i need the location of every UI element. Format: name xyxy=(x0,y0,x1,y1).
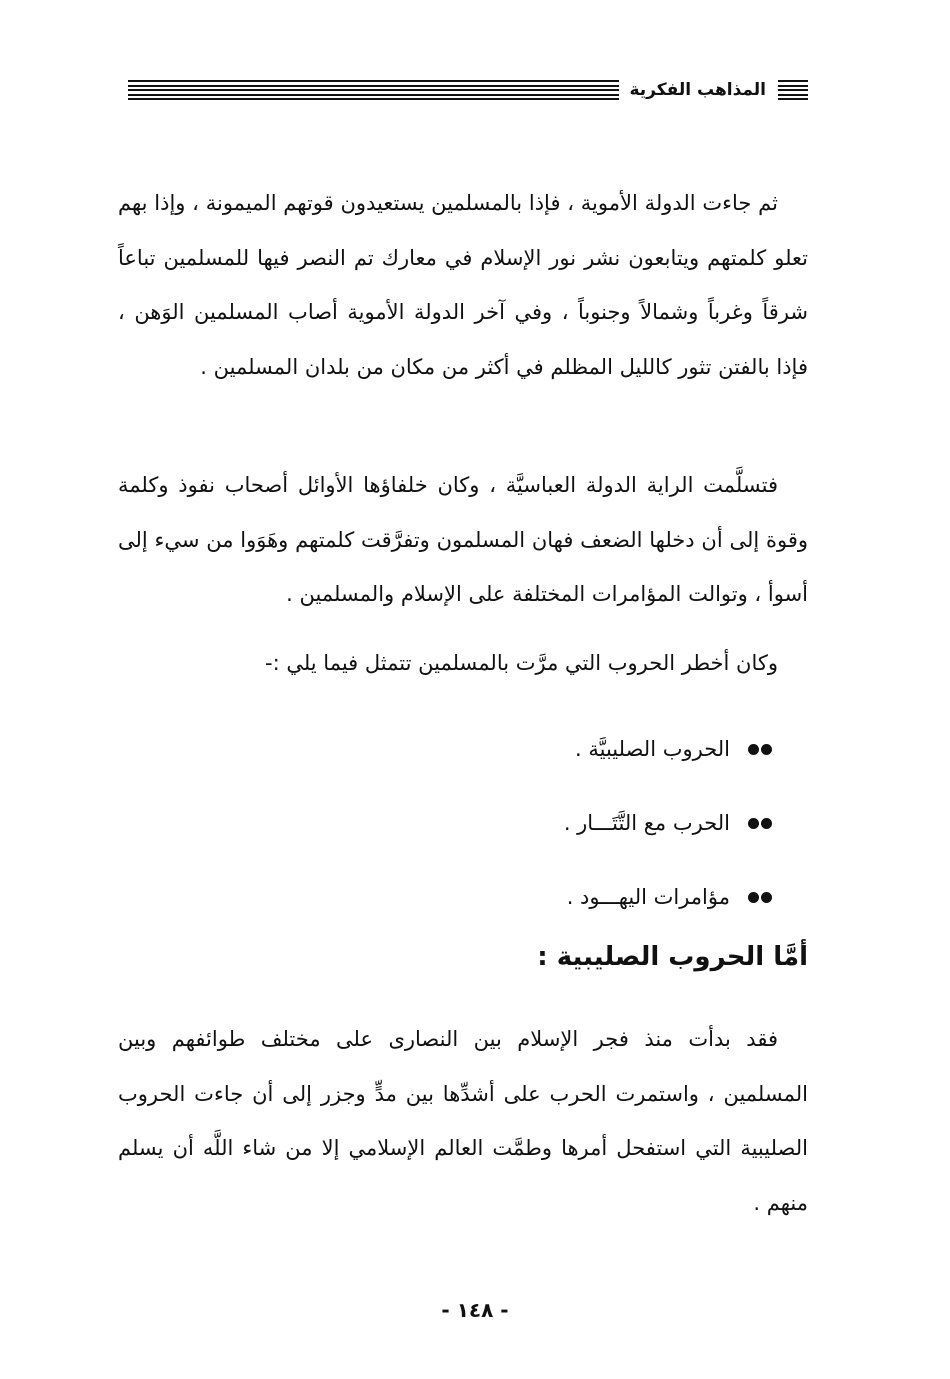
double-bullet-icon xyxy=(746,892,772,903)
paragraph-crusades: فقد بدأت منذ فجر الإسلام بين النصارى على مختلف طوائفهم وبين المسلمين ، واستمرت الحرب على أشدِّها بين مدٍّ وجزر إلى أن جاءت الحروب الصليبية التي استفحل أمرها وطمَّت العالم الإسلامي إلا من شاء اللَّه أن يسلم منهم . xyxy=(118,1027,808,1215)
header-rules xyxy=(128,80,619,100)
list-item-text: مؤامرات اليهـــود . xyxy=(566,885,730,909)
double-bullet-icon xyxy=(746,818,772,829)
section-heading: أمَّا الحروب الصليبية : xyxy=(537,942,808,972)
list-item xyxy=(372,712,772,786)
header-title: المذاهب الفكرية xyxy=(629,80,766,100)
list-item xyxy=(372,860,772,934)
page-number: - ١٤٨ - xyxy=(441,1298,509,1322)
paragraph-umayyad: ثم جاءت الدولة الأموية ، فإذا بالمسلمين يستعيدون قوتهم الميمونة ، وإذا بهم تعلو كلمتهم ويتابعون نشر نور الإسلام في معارك تم النصر فيها للمسلمين تباعاً شرقاً وغرباً وشمالاً وجنوباً ، وفي آخر الدولة الأموية أصاب المسلمين الوَهن ، فإذا بالفتن تثور كالليل المظلم في أكثر من مكان من بلدان المسلمين . xyxy=(118,191,808,379)
header-lines-icon xyxy=(778,80,808,100)
paragraph-wars-intro: وكان أخطر الحروب التي مرَّت بالمسلمين تتمثل فيما يلي :- xyxy=(265,651,778,675)
list-item-text: الحرب مع التَّتَـــار . xyxy=(563,811,730,835)
double-bullet-icon xyxy=(746,744,772,755)
running-header xyxy=(128,76,808,104)
list-item-text: الحروب الصليبيَّة . xyxy=(575,737,730,761)
wars-list xyxy=(372,712,772,934)
list-item xyxy=(372,786,772,860)
paragraph-abbasid: فتسلَّمت الراية الدولة العباسيَّة ، وكان خلفاؤها الأوائل أصحاب نفوذ وكلمة وقوة إلى أن دخلها الضعف فهان المسلمون وتفرَّقت كلمتهم وهَوَوا من سيء إلى أسوأ ، وتوالت المؤامرات المختلفة على الإسلام والمسلمين . xyxy=(118,473,808,606)
